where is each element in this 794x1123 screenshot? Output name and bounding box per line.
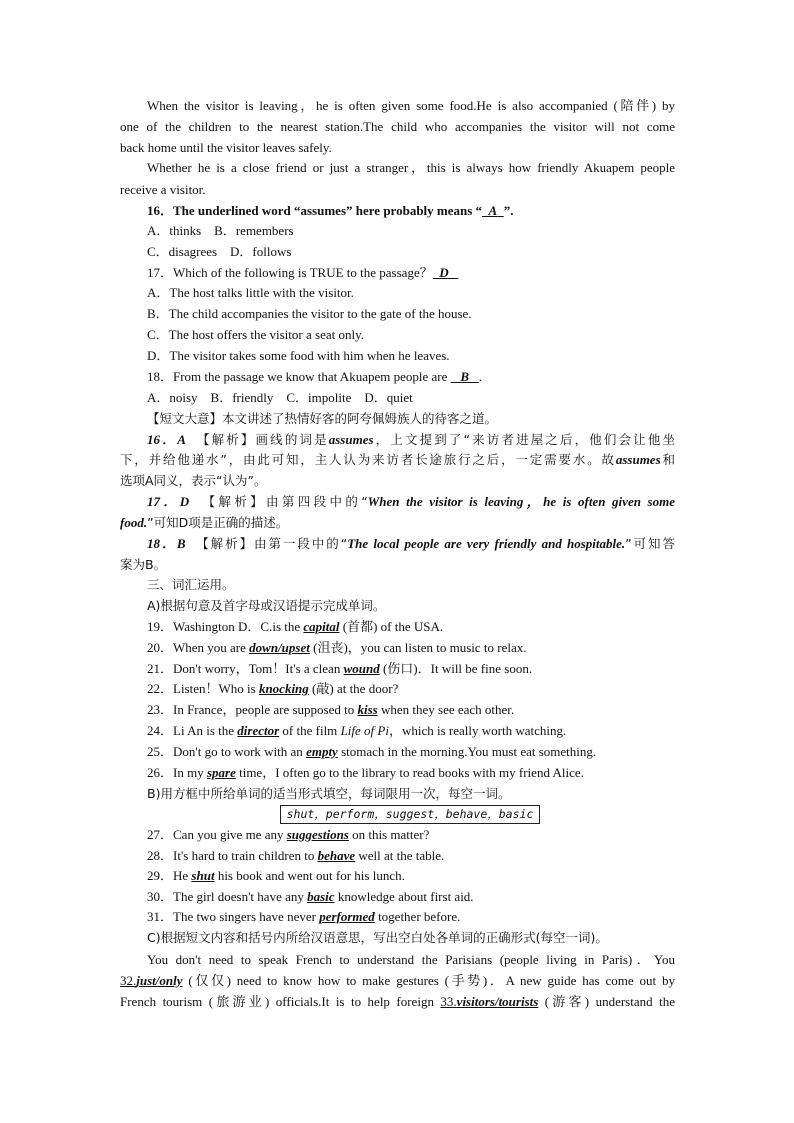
- fill-in-item: [147, 619, 675, 635]
- expl17-quote: When the visitor is leaving，he is often given some: [367, 494, 675, 509]
- part-c-text: (游客) understand the: [538, 994, 675, 1009]
- passage-line: Whether he is a close friend or just a stranger，this is always how friendly Akuapem people: [147, 160, 675, 175]
- word-box: shut，perform，suggest，behave，basic: [280, 805, 540, 824]
- part-b-instruction: B)用方框中所给单词的适当形式填空，每词限用一次，每空一词。: [147, 786, 511, 801]
- fill-in-item: [147, 868, 675, 884]
- blank-answer: visitors/tourists: [456, 994, 539, 1009]
- fill-in-item: [147, 827, 675, 843]
- q17-option-d: D．The visitor takes some food with him when he leaves.: [147, 348, 450, 363]
- q16-answer-blank: [482, 203, 504, 218]
- q18-answer-blank: [451, 369, 479, 384]
- expl17-text: ”可知D项是正确的描述。: [147, 515, 289, 530]
- blank-33: [440, 994, 538, 1009]
- fill-in-item: [147, 744, 675, 760]
- item-text: 31．The two singers have never: [147, 909, 320, 925]
- explanation-16-cont: [120, 452, 675, 468]
- explanation-18-end: 案为B。: [120, 557, 167, 572]
- question-16: [147, 203, 675, 219]
- item-answer: down/upset: [249, 639, 310, 655]
- item-text: when they see each other.: [377, 702, 515, 718]
- part-c-instruction: C)根据短文内容和括号内所给汉语意思，写出空白处各单词的正确形式(每空一词)。: [147, 930, 608, 945]
- q16-stem: 16．The underlined word “: [147, 203, 301, 218]
- expl18-text: 【解析】由第一段中的“: [202, 536, 348, 551]
- item-text: 19．Washington D．C.is the: [147, 619, 304, 634]
- q16-options: C．disagrees D．follows: [147, 244, 292, 259]
- part-c-text: French tourism (旅游业) officials.It is to help foreign: [120, 994, 441, 1009]
- expl17-num: 17．D: [147, 494, 190, 509]
- item-answer: performed: [319, 909, 375, 925]
- part-c-text: (仅仅) need to know how to make gestures (手势)．A new guide has come out by: [182, 973, 675, 988]
- item-text: ，which is really worth watching.: [388, 723, 567, 738]
- expl17-text: 【解析】由第四段中的“: [208, 494, 368, 509]
- expl18-quote: The local people are very friendly and hospitable.: [347, 536, 626, 551]
- item-answer: capital: [303, 619, 340, 634]
- q17-option-c: C．The host offers the visitor a seat only.: [147, 327, 364, 342]
- q16-options: A．thinks B．remembers: [147, 223, 294, 238]
- item-text: together before.: [374, 909, 461, 925]
- q18-stem: 18．From the passage we know that Akuapem people are: [147, 369, 448, 384]
- blank-num: 32.: [120, 973, 137, 988]
- item-text: 28．It's hard to train children to: [147, 847, 318, 863]
- item-answer: kiss: [357, 702, 378, 718]
- q17-answer-blank: [433, 265, 459, 280]
- part-c-line: You don't need to speak French to understand the Parisians (people living in Paris)．You: [147, 952, 675, 967]
- item-text: 26．In my: [147, 764, 207, 780]
- expl16-text: ，上文提到了“来访者进屋之后，他们会让他坐: [373, 432, 675, 447]
- q17-option-a: A．The host talks little with the visitor.: [147, 285, 354, 300]
- item-text: 23．In France，people are supposed to: [147, 702, 358, 718]
- passage-line: receive a visitor.: [120, 182, 206, 197]
- q18-answer: B: [460, 369, 470, 384]
- part-c-line: [120, 994, 675, 1010]
- part-a-instruction: A)根据句意及首字母或汉语提示完成单词。: [147, 598, 386, 613]
- q16-stem-post: ” here probably means “: [346, 203, 483, 218]
- blank-32: [120, 973, 183, 988]
- q17-option-b: B．The child accompanies the visitor to the gate of the house.: [147, 306, 472, 321]
- item-answer: wound: [343, 660, 380, 676]
- expl16-word: assumes: [615, 452, 661, 467]
- item-answer: shut: [191, 868, 215, 884]
- expl16-word: assumes: [328, 432, 374, 447]
- item-text: (沮丧)，you can listen to music to relax.: [309, 639, 527, 655]
- q16-stem-end: ”.: [503, 203, 514, 218]
- item-text: (敲) at the door?: [308, 681, 399, 697]
- q16-answer: A: [488, 203, 498, 218]
- item-text: well at the table.: [355, 847, 445, 863]
- expl17-quote: food.: [120, 515, 148, 530]
- item-text: 24．Li An is the: [147, 723, 238, 738]
- q16-word: assumes: [300, 203, 347, 218]
- fill-in-item: [147, 848, 675, 864]
- item-answer: spare: [206, 764, 236, 780]
- q18-end: .: [478, 369, 483, 384]
- q17-stem: 17．Which of the following is TRUE to the passage？: [147, 265, 433, 280]
- fill-in-item: [147, 681, 675, 697]
- film-title: Life of Pi: [340, 723, 389, 738]
- expl16-text: 【解析】画线的词是: [203, 432, 329, 447]
- passage-line: When the visitor is leaving，he is often given some food.He is also accompanied (陪伴) by: [147, 98, 675, 113]
- item-text: on this matter?: [348, 827, 430, 842]
- item-answer: suggestions: [286, 827, 349, 842]
- passage-line: back home until the visitor leaves safely.: [120, 140, 332, 155]
- fill-in-item: [147, 640, 675, 656]
- item-text: of the film: [279, 723, 341, 738]
- item-text: his book and went out for his lunch.: [214, 868, 405, 884]
- section-title: 三、词汇运用。: [147, 577, 235, 592]
- expl16-text: 和: [660, 452, 675, 467]
- item-text: 21．Don't worry，Tom！It's a clean: [147, 660, 344, 676]
- question-18: [147, 369, 675, 385]
- item-answer: basic: [307, 888, 335, 904]
- item-text: 29．He: [147, 868, 192, 884]
- q17-answer: D: [439, 265, 449, 280]
- summary: 【短文大意】本文讲述了热情好客的阿夸佩姆族人的待客之道。: [147, 411, 498, 426]
- item-answer: empty: [306, 743, 338, 759]
- passage-line: one of the children to the nearest station.The child who accompanies the visitor will not come: [120, 119, 675, 134]
- item-text: stomach in the morning.You must eat something.: [337, 743, 597, 759]
- expl16-num: 16．A: [147, 432, 186, 447]
- item-answer: director: [237, 723, 280, 738]
- explanation-16: [147, 432, 675, 448]
- item-text: 27．Can you give me any: [147, 827, 287, 842]
- item-text: 22．Listen！Who is: [147, 681, 259, 697]
- fill-in-item: [147, 889, 675, 905]
- expl18-num: 18．B: [147, 536, 186, 551]
- item-answer: knocking: [258, 681, 309, 697]
- fill-in-item: [147, 909, 675, 925]
- fill-in-item: [147, 661, 675, 677]
- blank-answer: just/only: [136, 973, 183, 988]
- fill-in-item: [147, 702, 675, 718]
- item-answer: behave: [317, 847, 356, 863]
- fill-in-item: [147, 723, 675, 739]
- item-text: (首都) of the USA.: [339, 619, 444, 634]
- question-17: [147, 265, 675, 281]
- expl16-text: 下，并给他递水”，由此可知，主人认为来访者长途旅行之后，一定需要水。故: [120, 452, 616, 467]
- blank-num: 33.: [440, 994, 457, 1009]
- item-text: (伤口)．It will be fine soon.: [379, 660, 533, 676]
- expl18-text: ”可知答: [625, 536, 675, 551]
- q18-options: A．noisy B．friendly C．impolite D．quiet: [147, 390, 413, 405]
- explanation-18: [147, 536, 675, 552]
- item-text: 30．The girl doesn't have any: [147, 888, 308, 904]
- item-text: knowledge about first aid.: [334, 888, 474, 904]
- explanation-17-cont: [120, 515, 675, 531]
- item-text: 20．When you are: [147, 639, 250, 655]
- part-c-line: [120, 973, 675, 989]
- fill-in-item: [147, 765, 675, 781]
- explanation-16-end: 选项A同义，表示“认为”。: [120, 473, 267, 488]
- item-text: 25．Don't go to work with an: [147, 743, 307, 759]
- item-text: time，I often go to the library to read books with my friend Alice.: [235, 764, 584, 780]
- explanation-17: [147, 494, 675, 510]
